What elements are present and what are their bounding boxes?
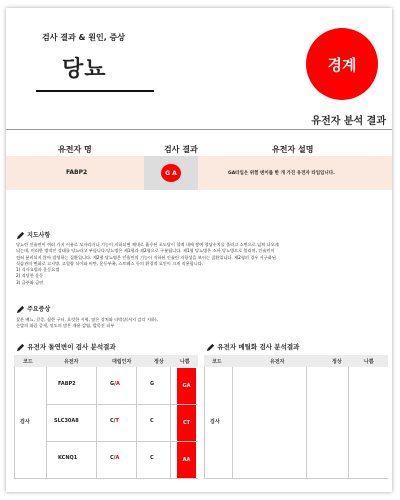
table-border	[204, 478, 388, 479]
meth-table-heading	[206, 342, 299, 352]
symptoms-line: 손발의 따끔 증세, 잇도의 많은 재윤 감염, 발목진 피부	[16, 323, 115, 329]
status-badge	[306, 28, 378, 100]
meth-code-cell: 검사	[210, 419, 220, 425]
snp-result: GA	[177, 368, 196, 404]
gene-result-badge: G A	[161, 164, 181, 182]
symptoms-text	[16, 317, 388, 330]
header-subtitle: 검사 결과 & 원인, 증상	[42, 33, 125, 42]
guide-line: 1) 식사요법과 운동요법	[16, 267, 60, 273]
table-border	[46, 404, 198, 405]
meth-col-code: 코드	[212, 359, 222, 365]
snp-gene: FABP2	[58, 381, 76, 387]
meth-col-bad: 나쁨	[364, 359, 374, 365]
guide-title: 지도사항	[27, 232, 51, 239]
meth-table-header	[204, 355, 388, 367]
meth-col-gene: 유전자	[270, 359, 285, 365]
pencil-icon	[16, 231, 25, 240]
pencil-icon	[16, 305, 25, 314]
poly-col-normal: 정상	[154, 359, 164, 365]
snp-allele: G/A	[110, 381, 120, 387]
snp-normal: C	[150, 455, 154, 461]
snp-result: CT	[177, 405, 196, 441]
symptoms-line: 잦은 배뇨, 갈증, 심한 구터, 흐릿한 시력, 많은 상처와 타박상(서지 감각 저하),	[16, 317, 158, 322]
snp-result: AA	[177, 442, 196, 478]
poly-table-title: 유전자 돌연변이 검사 분석결과	[27, 343, 116, 351]
guide-line: 2) 적당한 운동	[16, 273, 44, 279]
pencil-icon	[206, 343, 215, 352]
snp-allele: C/T	[110, 418, 119, 424]
table-border	[96, 367, 97, 479]
section-title: 유전자 분석 결과	[311, 116, 386, 127]
gene-col-header-result: 검사 결과	[164, 145, 198, 154]
table-border	[46, 441, 198, 442]
table-border	[170, 367, 171, 479]
gene-col-header-desc: 유전자 설명	[272, 145, 314, 154]
poly-col-bad: 나쁨	[180, 359, 190, 365]
snp-gene: SLC30A8	[54, 418, 79, 424]
table-border	[14, 367, 15, 479]
snp-allele: C/A	[110, 455, 120, 461]
gene-col-header-name: 유전자 명	[58, 145, 92, 154]
table-border	[232, 367, 233, 479]
poly-code-cell: 검사	[20, 419, 30, 425]
poly-table-header	[14, 355, 198, 367]
snp-normal: C	[150, 418, 154, 424]
title-underline	[36, 90, 154, 92]
gene-result-row	[6, 156, 392, 190]
guide-line: 당뇨란 인슐린이 여러 가지 이유로 모자라거나 기능이 저하되면 체내로 흡수된 포도당이 혈액 내에 쌓여 혈당수치를 올리고 소변으로 넘쳐 나오게	[16, 242, 279, 247]
guide-text	[16, 242, 388, 286]
pencil-icon	[16, 343, 25, 352]
table-border	[46, 367, 47, 479]
poly-table-heading	[16, 342, 116, 352]
table-border	[306, 367, 307, 479]
symptoms-heading	[16, 304, 50, 314]
poly-col-code: 코드	[23, 359, 33, 365]
snp-gene: KCNQ1	[58, 455, 78, 461]
report-page	[6, 8, 392, 492]
table-border	[136, 367, 137, 479]
guide-line: 3) 금주와 금연	[16, 279, 44, 285]
page-title: 당뇨	[62, 57, 107, 82]
table-border	[14, 478, 198, 479]
meth-col-normal: 정상	[332, 359, 342, 365]
status-text: 경계	[327, 55, 357, 74]
gene-description: GA타입은 위험 변이를 한 개 가진 유전자 타입입니다.	[228, 171, 335, 176]
gene-name: FABP2	[66, 169, 88, 176]
guide-heading	[16, 230, 50, 240]
guide-line: 식습관의 변화로 고지방, 고열량 식이와 비만, 운동부족, 스트레스 등의 환경적 요인이 크게 작용합니다.	[16, 260, 204, 266]
guide-line: 전혀 분비되지 않아 발생하는 질환입니다. 제2형 당뇨병은 인슐린의 기능이 저하된 인슐린 저항성을 보이는 질환입니다. 제2형의 경우 서구화된	[16, 254, 276, 260]
table-border	[348, 367, 349, 479]
table-border	[204, 367, 205, 479]
poly-col-gene: 유전자	[64, 359, 79, 365]
meth-table-title: 유전자 메틸화 검사 분석결과	[217, 343, 300, 351]
symptoms-title: 주요증상	[27, 306, 51, 313]
guide-line: 되는데, 이러한 병적인 상태를 당뇨라고 부릅니다.당뇨병은 제1형과 제2형으로 구분됩니다. 제1형 당뇨병은 소아 당뇨병으로 불리며, 인슐린이	[16, 248, 275, 254]
section-divider	[6, 129, 392, 130]
poly-col-allele: 대립인자	[112, 359, 132, 365]
snp-normal: G	[150, 381, 155, 387]
